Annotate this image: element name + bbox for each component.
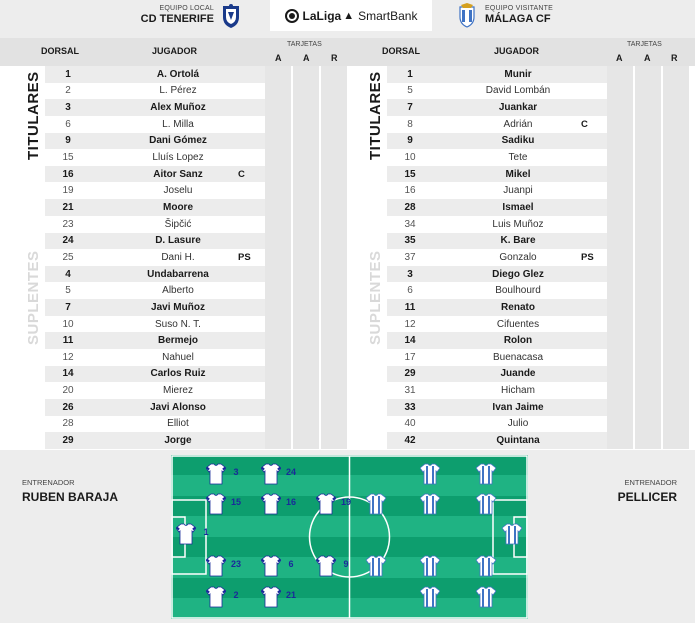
player-number: 3 [407,268,413,280]
away-player-shirt [476,555,496,577]
player-name: Dani Gómez [149,135,207,147]
player-row [45,432,265,449]
player-row [45,316,265,333]
home-coach-name: RUBEN BARAJA [22,490,119,504]
player-row [387,216,607,233]
league-name-b: SmartBank [358,8,418,23]
player-row [45,183,265,200]
player-number: 23 [62,218,74,230]
smartbank-icon: ▲ [343,9,355,22]
player-number: 7 [407,102,413,114]
shirt-number: 23 [230,559,241,569]
away-card-a1-header: A [616,53,623,63]
player-number: 16 [62,168,74,180]
home-card-a1-header: A [275,53,282,63]
shirt-number: 6 [288,559,294,569]
shirt-number: 2 [233,590,239,600]
player-name: K. Bare [500,235,536,247]
player-row [387,249,607,266]
home-tarjetas-header: TARJETAS [287,41,322,48]
home-player-shirt [206,586,239,608]
home-card-column-r [321,66,347,449]
away-column-header [346,38,695,66]
player-name: Luis Muñoz [492,218,544,230]
away-player-shirt [476,586,496,608]
away-jugador-header: JUGADOR [494,46,540,56]
player-number: 21 [62,201,74,213]
player-name: Carlos Ruiz [150,368,206,380]
player-row [45,149,265,166]
player-row [45,249,265,266]
away-player-shirt [502,523,522,545]
player-name: Adrián [503,118,533,130]
player-row [387,399,607,416]
away-card-a2-header: A [644,53,651,63]
player-row [45,366,265,383]
league-name-a: LaLiga [302,8,342,23]
player-number: 20 [62,385,74,397]
player-number: 16 [404,185,416,197]
away-card-column-r [663,66,689,449]
home-card-a2-header: A [303,53,310,63]
player-row [387,149,607,166]
player-tag: C [581,118,588,130]
player-row [45,299,265,316]
player-number: 4 [65,268,71,280]
player-number: 28 [404,201,416,213]
shirt-number: 3 [233,467,239,477]
player-name: Sadiku [501,135,535,147]
player-number: 11 [62,335,74,347]
player-row [387,266,607,283]
player-name: Dani H. [161,251,195,263]
home-player-shirt [206,463,239,485]
shirt-number: 19 [340,497,351,507]
player-row [45,233,265,250]
player-number: 12 [62,351,74,363]
home-jugador-header: JUGADOR [152,46,198,56]
player-row [45,166,265,183]
player-name: Elliot [167,418,189,430]
home-player-shirt [261,555,294,577]
player-row [387,382,607,399]
player-number: 9 [407,135,413,147]
player-name: Cifuentes [496,318,540,330]
player-row [387,116,607,133]
player-name: Rolon [503,335,533,347]
home-coach [22,478,118,504]
player-row [387,332,607,349]
player-number: 28 [62,418,74,430]
laliga-icon [285,9,299,23]
player-tag: C [238,168,245,180]
home-player-shirt [316,493,351,515]
player-name: Suso N. T. [155,318,201,330]
player-name: Mikel [505,168,531,180]
player-row [45,216,265,233]
player-row [45,133,265,150]
player-row [387,199,607,216]
player-number: 15 [404,168,416,180]
player-number: 14 [404,335,416,347]
player-row [45,416,265,433]
player-row [45,332,265,349]
player-number: 11 [404,301,416,313]
player-row [387,183,607,200]
shirt-number: 24 [285,467,296,477]
player-number: 42 [404,435,416,447]
player-name: Alberto [162,285,194,297]
player-name: Juankar [498,102,538,114]
player-number: 5 [65,285,71,297]
player-name: Hicham [501,385,535,397]
player-row [387,282,607,299]
player-name: Renato [501,301,535,313]
player-number: 29 [404,368,416,380]
player-number: 10 [62,318,74,330]
home-player-shirt [261,463,296,485]
home-card-column-a1 [265,66,291,449]
home-player-shirt [261,586,296,608]
player-row [387,166,607,183]
away-player-shirt [420,493,440,515]
player-row [387,66,607,83]
player-row [387,83,607,100]
player-name: David Lombán [485,85,551,97]
away-player-shirt [366,555,386,577]
player-tag: PS [238,251,251,263]
player-number: 37 [404,251,416,263]
player-number: 19 [62,185,74,197]
away-player-shirt [476,493,496,515]
tenerife-crest-icon [221,3,241,29]
home-suplentes-label: SUPLENTES [25,250,42,345]
home-player-shirt [316,555,349,577]
away-card-column-a2 [635,66,661,449]
player-name: Lluís Lopez [152,152,204,164]
shirt-number: 1 [203,527,209,537]
player-number: 24 [62,235,74,247]
home-team-block [141,5,214,25]
player-number: 8 [407,118,413,130]
player-row [45,99,265,116]
player-number: 12 [404,318,416,330]
home-card-r-header: R [331,53,338,63]
player-row [45,382,265,399]
player-row [387,133,607,150]
home-coach-label: ENTRENADOR [22,478,75,487]
player-name: Aitor Sanz [153,168,203,180]
shirt-number: 9 [343,559,349,569]
player-row [387,416,607,433]
player-row [45,399,265,416]
player-number: 14 [62,368,74,380]
player-name: Juanpi [503,185,533,197]
player-name: Quintana [496,435,540,447]
player-row [45,83,265,100]
player-tag: PS [581,251,594,263]
match-header [0,0,695,38]
home-player-shirt [176,523,209,545]
player-number: 25 [62,251,74,263]
away-coach-label: ENTRENADOR [624,478,677,487]
player-number: 34 [404,218,416,230]
player-name: Julio [507,418,529,430]
home-player-shirt [261,493,296,515]
home-card-column-a2 [293,66,319,449]
away-team-block [485,5,553,25]
home-player-shirt [206,493,241,515]
player-number: 5 [407,85,413,97]
player-name: Joselu [163,185,193,197]
away-player-shirt [366,493,386,515]
player-name: Šipčić [164,218,192,230]
away-team-name: MÁLAGA CF [485,13,551,25]
player-number: 6 [407,285,413,297]
player-number: 2 [65,85,71,97]
player-row [387,99,607,116]
home-column-header [0,38,346,66]
player-row [387,299,607,316]
player-row [45,116,265,133]
away-player-shirt [476,463,496,485]
league-logo [270,0,432,31]
player-name: Bermejo [157,335,198,347]
player-name: Jorge [164,435,192,447]
player-name: Mierez [162,385,193,397]
shirt-number: 15 [230,497,241,507]
player-name: Tete [508,152,528,164]
player-number: 26 [62,401,74,413]
home-player-shirt [206,555,241,577]
player-row [387,316,607,333]
player-row [387,432,607,449]
player-name: Gonzalo [499,251,537,263]
player-name: Juande [500,368,536,380]
player-name: Moore [163,201,193,213]
player-number: 29 [62,435,74,447]
player-name: Undabarrena [147,268,209,280]
away-suplentes-label: SUPLENTES [367,250,384,345]
player-number: 15 [62,152,74,164]
player-name: Boulhourd [495,285,541,297]
player-name: L. Milla [162,118,194,130]
away-card-column-a1 [607,66,633,449]
away-titulares-label: TITULARES [367,71,384,160]
away-player-shirt [420,555,440,577]
player-number: 33 [404,401,416,413]
malaga-crest-icon [457,3,477,29]
away-card-r-header: R [671,53,678,63]
player-number: 9 [65,135,71,147]
shirt-number: 21 [285,590,296,600]
player-number: 40 [404,418,416,430]
away-coach-name: PELLICER [617,490,677,504]
player-number: 10 [404,152,416,164]
player-name: D. Lasure [155,235,201,247]
player-name: Buenacasa [492,351,544,363]
player-name: L. Pérez [159,85,197,97]
player-name: Javi Alonso [150,401,206,413]
player-row [45,199,265,216]
player-number: 6 [65,118,71,130]
away-team-label: EQUIPO VISITANTE [485,5,554,12]
player-number: 31 [404,385,416,397]
player-name: Munir [504,68,532,80]
away-tarjetas-header: TARJETAS [627,41,662,48]
home-team-label: EQUIPO LOCAL [159,5,214,12]
player-name: Ivan Jaime [492,401,544,413]
player-number: 7 [65,301,71,313]
player-number: 1 [65,68,71,80]
player-row [387,233,607,250]
home-team-name: CD TENERIFE [140,13,214,25]
player-name: Javi Muñoz [151,301,205,313]
away-player-shirt [420,586,440,608]
player-number: 3 [65,102,71,114]
player-number: 35 [404,235,416,247]
player-number: 17 [404,351,416,363]
player-name: Alex Muñoz [150,102,206,114]
away-dorsal-header: DORSAL [382,46,420,56]
away-player-shirt [420,463,440,485]
player-row [387,349,607,366]
away-coach [618,478,677,504]
player-row [45,266,265,283]
player-row [45,282,265,299]
player-name: Ismael [502,201,534,213]
player-row [45,66,265,83]
player-name: A. Ortolá [156,68,200,80]
home-dorsal-header: DORSAL [41,46,79,56]
player-number: 1 [407,68,413,80]
shirt-number: 16 [285,497,296,507]
player-row [45,349,265,366]
player-name: Diego Glez [492,268,544,280]
player-name: Nahuel [162,351,194,363]
home-titulares-label: TITULARES [25,71,42,160]
player-row [387,366,607,383]
